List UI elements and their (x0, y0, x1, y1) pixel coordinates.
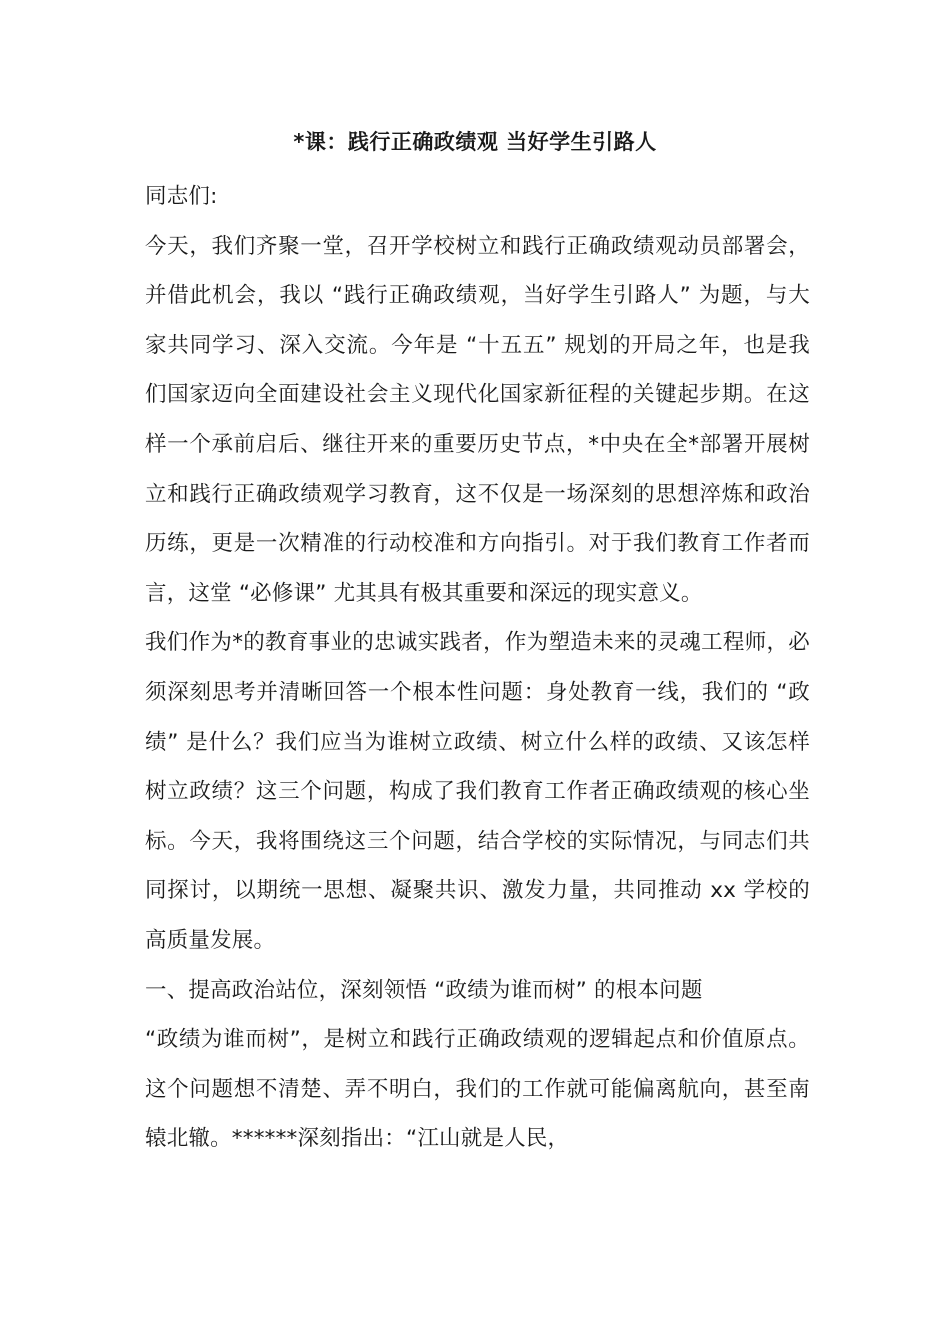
document-title: *课：践行正确政绩观 当好学生引路人 (293, 130, 657, 154)
salutation-paragraph: 同志们: (145, 184, 218, 209)
section-heading: 一、提高政治站位，深刻领悟 “政绩为谁而树” 的根本问题 (145, 977, 703, 1003)
body-paragraph: 我们作为*的教育事业的忠诚实践者，作为塑造未来的灵魂工程师，必须深刻思考并清晰回答一个根本性问题：身处教育一线，我们的 “政绩” 是什么？我们应当为谁树立政绩、树立什么样的政绩、又该怎样树立政绩？这三个问题，构成了我们教育工作者正确政绩观的核心坐标。今天，我将围绕这三个问题，结合学校的实际情况，与同志们共同探讨，以期统一思想、凝聚共识、激发力量，共同推动 xx 学校的高质量发展。 (145, 630, 810, 953)
body-paragraph: 今天，我们齐聚一堂，召开学校树立和践行正确政绩观动员部署会，并借此机会，我以 “践行正确政绩观，当好学生引路人” 为题，与大家共同学习、深入交流。今年是 “十五五” 规划的开局之年，也是我们国家迈向全面建设社会主义现代化国家新征程的关键起步期。在这样一个承前启后、继往开来的重要历史节点，*中央在全*部署开展树立和践行正确政绩观学习教育，这不仅是一场深刻的思想淬炼和政治历练，更是一次精准的行动校准和方向指引。对于我们教育工作者而言，这堂 “必修课” 尤其具有极其重要和深远的现实意义。 (145, 233, 810, 606)
body-paragraph: “政绩为谁而树”，是树立和践行正确政绩观的逻辑起点和价值原点。这个问题想不清楚、弄不明白，我们的工作就可能偏离航向，甚至南辕北辙。******深刻指出：“江山就是人民， (145, 1027, 810, 1152)
document-body (145, 172, 810, 1164)
